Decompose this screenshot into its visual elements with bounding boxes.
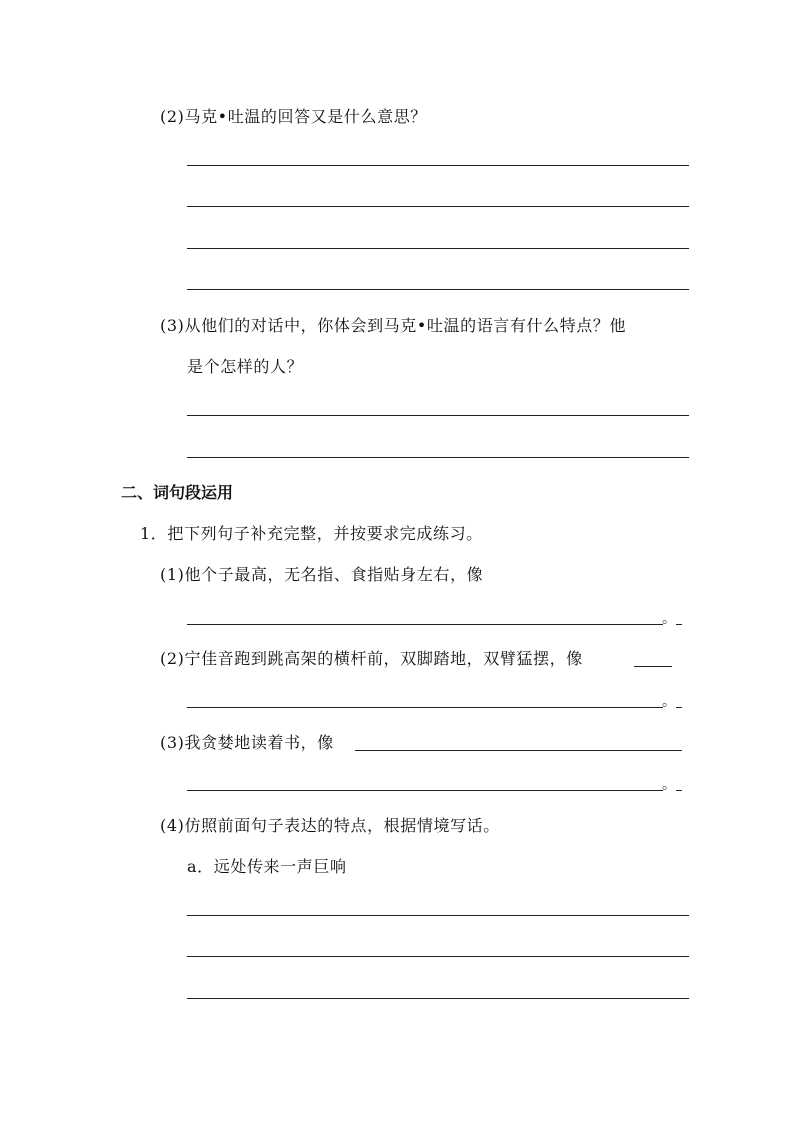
sentence-2: (2)宁佳音跑到跳高架的横杆前，双脚踏地，双臂猛摆，像 [160,649,583,668]
fill-line-tail [676,707,682,708]
answer-line [187,206,689,207]
sentence-3: (3)我贪婪地读着书，像 [160,733,334,752]
fill-line-tail [676,624,682,625]
fill-line [187,624,663,625]
section-heading: 二、词句段运用 [121,483,234,502]
question-2: (2)马克•吐温的回答又是什么意思？ [160,107,427,126]
sentence-end-period: 。 [662,694,676,710]
answer-line [187,289,689,290]
answer-line [187,165,689,166]
question-3-line-1: (3)从他们的对话中，你体会到马克•吐温的语言有什么特点？他 [160,316,627,335]
fill-line-tail [676,790,682,791]
answer-line [187,998,689,999]
sentence-1: (1)他个子最高，无名指、食指贴身左右，像 [160,565,484,584]
scenario-a: a．远处传来一声巨响 [187,857,347,876]
answer-line [187,457,689,458]
inline-fill-line [355,750,682,751]
fill-line [187,790,663,791]
sentence-end-period: 。 [662,611,676,627]
inline-fill-line [634,666,672,667]
sentence-end-period: 。 [662,777,676,793]
answer-line [187,915,689,916]
answer-line [187,248,689,249]
answer-line [187,415,689,416]
question-3-line-2: 是个怎样的人？ [187,357,304,376]
fill-line [187,707,663,708]
answer-line [187,956,689,957]
exercise-instruction: 1．把下列句子补充完整，并按要求完成练习。 [140,524,483,543]
sentence-4: (4)仿照前面句子表达的特点，根据情境写话。 [160,816,500,835]
